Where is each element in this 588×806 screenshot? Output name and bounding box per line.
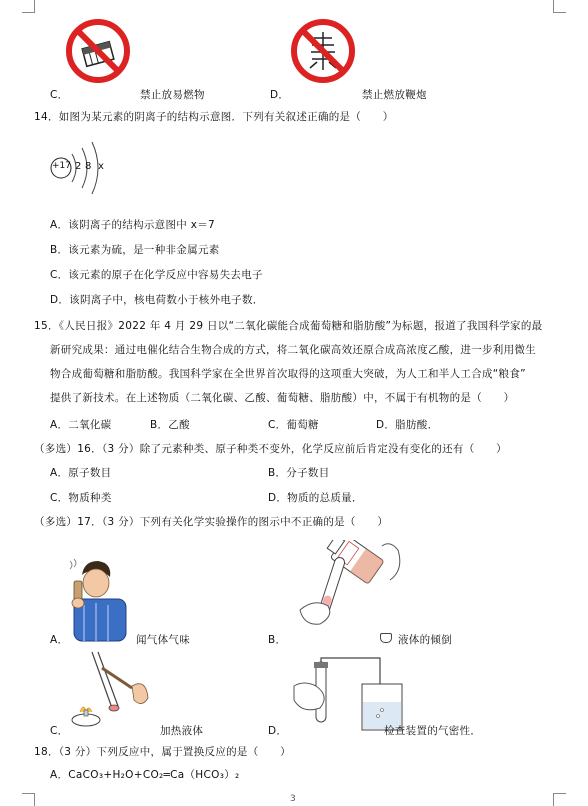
question-14-stem: 14．如图为某元素的阴离子的结构示意图．下列有关叙述正确的是（ ） (34, 111, 394, 123)
q16-option-a: A．原子数目 (50, 467, 112, 479)
corner-mark-top-right (553, 0, 566, 13)
q17-option-d-letter: D． (268, 725, 288, 737)
q17-option-b-letter: B． (268, 634, 287, 646)
q16-option-b: B．分子数目 (268, 467, 330, 479)
q15-option-c: C．葡萄糖 (268, 419, 319, 431)
q17-option-b-label: 液体的倾倒 (398, 634, 452, 646)
question-16-stem: （多选）16．（3 分）除了元素种类、原子种类不变外，化学反应前后肯定没有变化的还有（ ） (34, 443, 507, 455)
question-15-line-2: 新研究成果：通过电催化结合生物合成的方式，将二氧化碳高效还原合成高浓度乙酸，进一步利用微生 (50, 344, 536, 356)
q18-option-a: A．CaCO₃+H₂O+CO₂═Ca（HCO₃）₂ (50, 769, 240, 781)
q16-option-d: D．物质的总质量． (268, 492, 363, 504)
question-17-stem: （多选）17．（3 分）下列有关化学实验操作的图示中不正确的是（ ） (34, 516, 389, 528)
question-15-line-3: 物合成葡萄糖和脂肪酸。我国科学家在全世界首次取得的这项重大突破，为人工和半人工合成“粮食” (50, 368, 526, 380)
atom-structure-diagram (48, 140, 118, 200)
corner-mark-bottom-right (553, 793, 566, 806)
option-c-label: 禁止放易燃物 (140, 89, 205, 101)
q14-option-d: D．该阴离子中，核电荷数小于核外电子数． (50, 294, 264, 306)
shell-3-electrons: x (98, 161, 104, 172)
q14-option-c: C．该元素的原子在化学反应中容易失去电子 (50, 269, 263, 281)
smelling-gas-illustration (64, 555, 136, 645)
heating-liquid-illustration (62, 648, 152, 728)
stopper-icon (380, 633, 392, 643)
option-c-letter: C． (50, 89, 69, 101)
q14-option-b: B．该元素为硫，是一种非金属元素 (50, 244, 220, 256)
q15-option-a: A．二氧化碳 (50, 419, 112, 431)
pouring-liquid-illustration (290, 540, 415, 650)
nucleus-charge: +17 (52, 161, 71, 171)
q17-option-c-label: 加热液体 (160, 725, 204, 737)
q15-option-b: B．乙酸 (150, 419, 190, 431)
option-d-letter: D． (270, 89, 290, 101)
q16-option-c: C．物质种类 (50, 492, 112, 504)
option-d-label: 禁止燃放鞭炮 (362, 89, 427, 101)
page-number: 3 (290, 794, 296, 804)
q17-option-c-letter: C． (50, 725, 69, 737)
q17-option-a-letter: A． (50, 634, 69, 646)
shell-1-electrons: 2 (75, 161, 82, 172)
shell-2-electrons: 8 (85, 161, 92, 172)
question-15-line-1: 15．《人民日报》2022 年 4 月 29 日以“二氧化碳能合成葡萄糖和脂肪酸”为标题，报道了我国科学家的最 (34, 320, 543, 332)
q17-option-a-label: 闻气体气味 (136, 634, 190, 646)
corner-mark-top-left (22, 0, 35, 13)
question-18-stem: 18．（3 分）下列反应中，属于置换反应的是（ ） (34, 746, 291, 758)
q15-option-d: D．脂肪酸． (376, 419, 439, 431)
q14-option-a: A．该阴离子的结构示意图中 x＝7 (50, 219, 216, 231)
no-firecrackers-sign-icon (290, 18, 356, 84)
no-flammables-sign-icon (65, 18, 131, 84)
corner-mark-bottom-left (22, 793, 35, 806)
q17-option-d-label: 检查装置的气密性． (384, 725, 482, 737)
question-15-line-4: 提供了新技术。在上述物质（二氧化碳、乙酸、葡萄糖、脂肪酸）中，不属于有机物的是（ ） (50, 392, 515, 404)
